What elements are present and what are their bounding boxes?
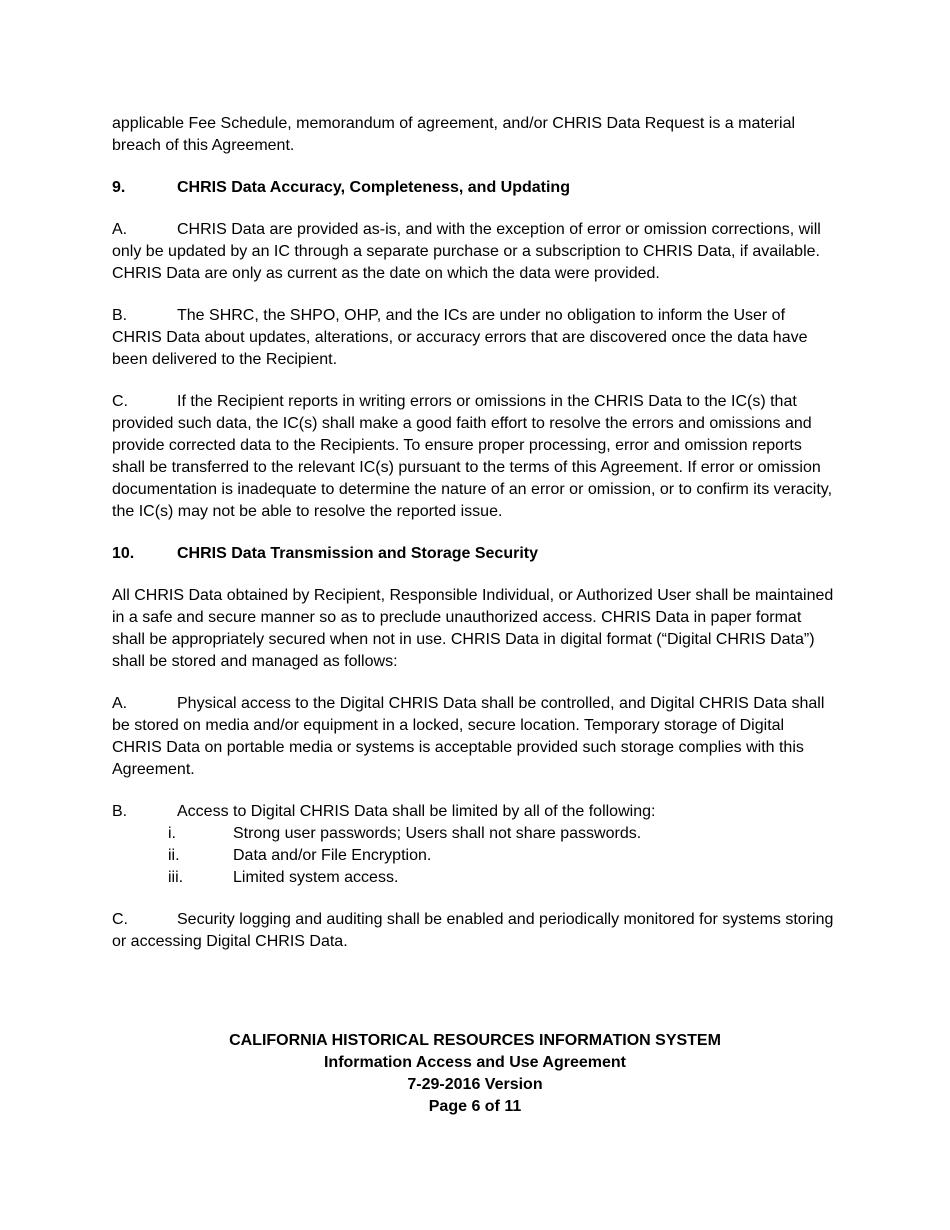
item-text: The SHRC, the SHPO, OHP, and the ICs are under no obligation to inform the User of CHRIS Data about updates, alterations, or accuracy errors that are discovered once the data have been delivered to the Recipient. [112,307,808,368]
footer-version: 7-29-2016 Version [407,1076,543,1093]
list-item-text: Limited system access. [233,869,399,886]
list-item [168,845,838,867]
intro-paragraph [112,113,838,157]
section-10-number: 10. [112,545,135,562]
section-10-item-a [112,693,838,781]
list-item-label: ii. [168,847,180,864]
section-10-title: CHRIS Data Transmission and Storage Security [177,545,538,562]
document-body [112,113,838,973]
section-9-item-a [112,219,838,285]
footer-page-number: Page 6 of 11 [428,1098,522,1115]
list-item-text: Data and/or File Encryption. [233,847,432,864]
item-label: A. [112,695,128,712]
section-10-item-c [112,909,838,953]
section-10-lead-paragraph [112,585,838,673]
document-footer [0,1030,950,1118]
section-10-heading [112,543,838,565]
item-label: B. [112,307,128,324]
item-text: Access to Digital CHRIS Data shall be limited by all of the following: [177,803,656,820]
list-item-label: iii. [168,869,184,886]
list-item [168,867,838,889]
section-9-heading [112,177,838,199]
item-label: A. [112,221,128,238]
item-text: Physical access to the Digital CHRIS Data shall be controlled, and Digital CHRIS Data shall be stored on media and/or equipment in a locked, secure location. Temporary storage of Digital CHRIS Data on portable media or systems is acceptable provided such storage complies with this Agreement. [112,695,825,778]
section-9-title: CHRIS Data Accuracy, Completeness, and Updating [177,179,570,196]
item-text: CHRIS Data are provided as-is, and with the exception of error or omission corrections, will only be updated by an IC through a separate purchase or a subscription to CHRIS Data, if available. CHRIS Data are only as current as the date on which the data were provided. [112,221,821,282]
section-9-number: 9. [112,179,126,196]
list-item-label: i. [168,825,176,842]
footer-doc-title: Information Access and Use Agreement [323,1054,626,1071]
list-item-text: Strong user passwords; Users shall not share passwords. [233,825,642,842]
section-9-item-b [112,305,838,371]
section-10-item-b [112,801,838,823]
item-label: C. [112,911,128,928]
intro-paragraph-text: applicable Fee Schedule, memorandum of agreement, and/or CHRIS Data Request is a material breach of this Agreement. [112,115,796,154]
item-text: If the Recipient reports in writing errors or omissions in the CHRIS Data to the IC(s) that provided such data, the IC(s) shall make a good faith effort to resolve the errors and omissions and provide corrected data to the Recipients. To ensure proper processing, error and omission reports shall be transferred to the relevant IC(s) pursuant to the terms of this Agreement. If error or omission documentation is inadequate to determine the nature of an error or omission, or to confirm its veracity, the IC(s) may not be able to resolve the reported issue. [112,393,833,520]
list-item [168,823,838,845]
footer-org-name: CALIFORNIA HISTORICAL RESOURCES INFORMATION SYSTEM [229,1032,721,1049]
item-label: C. [112,393,128,410]
section-9-item-c [112,391,838,523]
item-label: B. [112,803,128,820]
roman-numeral-list [168,823,838,889]
item-text: Security logging and auditing shall be enabled and periodically monitored for systems storing or accessing Digital CHRIS Data. [112,911,834,950]
lead-paragraph-text: All CHRIS Data obtained by Recipient, Responsible Individual, or Authorized User shall be maintained in a safe and secure manner so as to preclude unauthorized access. CHRIS Data in paper format shall be appropriately secured when not in use. CHRIS Data in digital format (“Digital CHRIS Data”) shall be stored and managed as follows: [112,587,834,670]
